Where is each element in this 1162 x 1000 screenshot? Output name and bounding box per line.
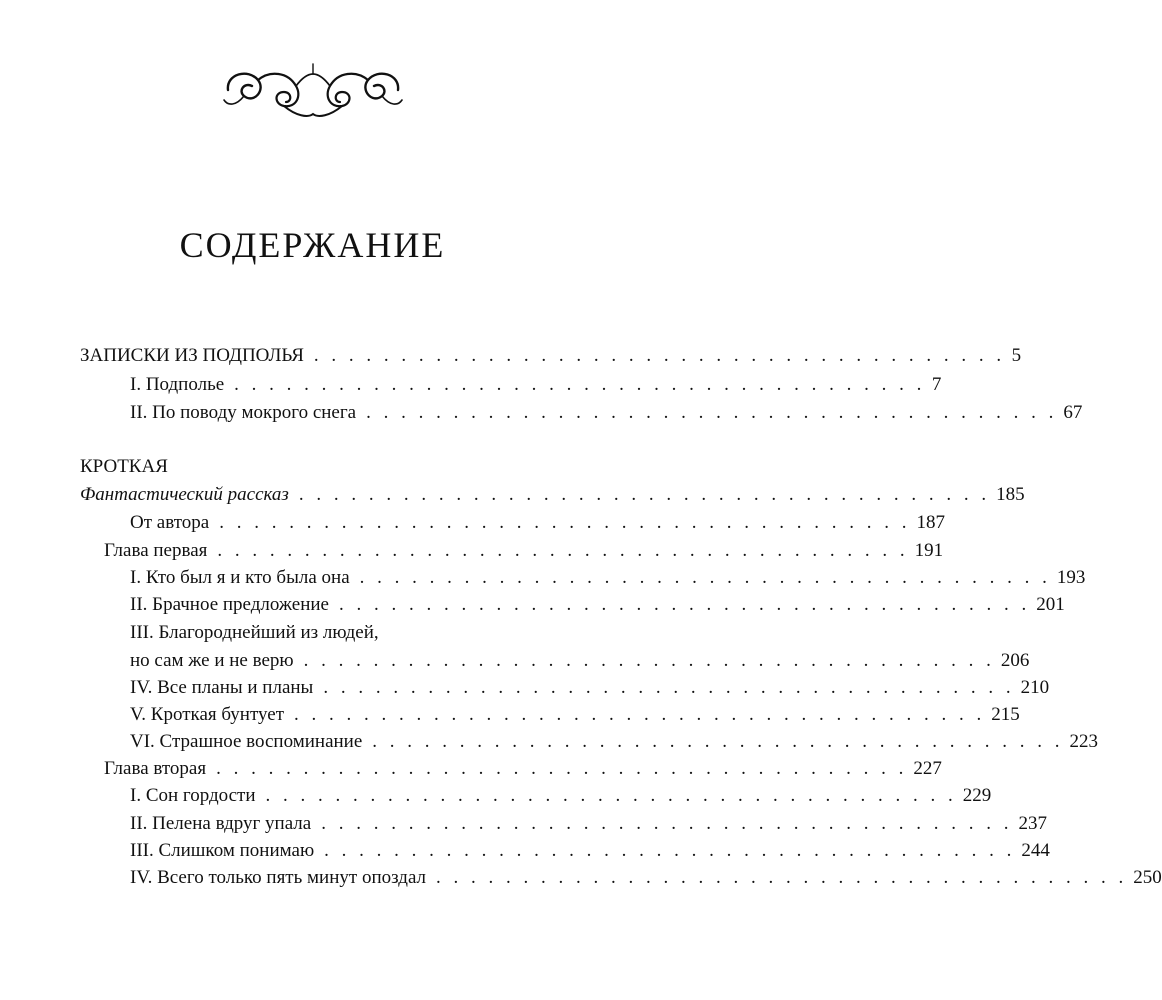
- toc-entry-label: IV. Все планы и планы: [130, 677, 314, 698]
- toc-entry-page: 187: [916, 512, 945, 533]
- toc-entry[interactable]: [130, 591, 1065, 619]
- dot-leader: . . . . . . . . . . . . . . . . . . . . . . . . . . . . . . . . . . . . . . . .: [366, 402, 1058, 423]
- toc-entry-label: IV. Всего только пять минут опоздал: [130, 867, 427, 888]
- toc-entry-page: 185: [996, 484, 1025, 505]
- toc-entry-chapter-1[interactable]: [104, 537, 944, 565]
- toc-entry[interactable]: [130, 782, 992, 810]
- toc-entry-label: I. Подполье: [130, 374, 225, 395]
- toc-entry-page: 67: [1063, 402, 1083, 423]
- dot-leader: . . . . . . . . . . . . . . . . . . . . . . . . . . . . . . . . . . . . . . . .: [298, 484, 991, 505]
- toc-entry[interactable]: [130, 864, 1162, 892]
- toc-entry-label: От автора: [130, 512, 210, 533]
- toc-entry-page: 193: [1056, 567, 1086, 588]
- toc-entry-page: 201: [1036, 594, 1065, 615]
- dot-leader: . . . . . . . . . . . . . . . . . . . . . . . . . . . . . . . . . . . . . . . .: [303, 650, 995, 671]
- dot-leader: . . . . . . . . . . . . . . . . . . . . . . . . . . . . . . . . . . . . . . . .: [219, 512, 911, 533]
- toc-entry[interactable]: [130, 810, 1047, 838]
- page-title: СОДЕРЖАНИЕ: [179, 225, 446, 265]
- toc-entry-chapter-2[interactable]: [104, 755, 942, 783]
- dot-leader: . . . . . . . . . . . . . . . . . . . . . . . . . . . . . . . . . . . . . . . .: [313, 345, 1006, 366]
- toc-entry[interactable]: [130, 647, 1030, 675]
- dot-leader: . . . . . . . . . . . . . . . . . . . . . . . . . . . . . . . . . . . . . . . .: [265, 785, 957, 806]
- toc-entry[interactable]: [130, 399, 1083, 427]
- toc-entry-label: II. Брачное предложение: [130, 594, 329, 615]
- dot-leader: . . . . . . . . . . . . . . . . . . . . . . . . . . . . . . . . . . . . . . . .: [294, 704, 986, 725]
- toc-entry-label: I. Кто был я и кто была она: [130, 567, 350, 588]
- toc-entry-page: 215: [991, 704, 1020, 725]
- toc-entry-label: VI. Страшное воспоминание: [130, 731, 363, 752]
- toc-entry-label-line1[interactable]: III. Благороднейший из людей,: [130, 622, 379, 643]
- dot-leader: . . . . . . . . . . . . . . . . . . . . . . . . . . . . . . . . . . . . . . . .: [321, 813, 1013, 834]
- toc-entry-page: 229: [962, 785, 992, 806]
- toc-entry[interactable]: [130, 564, 1086, 592]
- toc-entry-label: ЗАПИСКИ ИЗ ПОДПОЛЬЯ: [80, 345, 304, 366]
- dot-leader: . . . . . . . . . . . . . . . . . . . . . . . . . . . . . . . . . . . . . . . .: [372, 731, 1064, 752]
- toc-entry-page: 223: [1069, 731, 1099, 752]
- toc-entry-page: 244: [1021, 840, 1050, 861]
- toc-entry-label: II. Пелена вдруг упала: [130, 813, 312, 834]
- dot-leader: . . . . . . . . . . . . . . . . . . . . . . . . . . . . . . . . . . . . . . . .: [359, 567, 1051, 588]
- dot-leader: . . . . . . . . . . . . . . . . . . . . . . . . . . . . . . . . . . . . . . . .: [217, 540, 909, 561]
- toc-entry-label: Глава первая: [104, 540, 208, 561]
- dot-leader: . . . . . . . . . . . . . . . . . . . . . . . . . . . . . . . . . . . . . . . .: [216, 758, 908, 779]
- toc-section-heading-krotkaya[interactable]: КРОТКАЯ: [80, 456, 168, 477]
- dot-leader: . . . . . . . . . . . . . . . . . . . . . . . . . . . . . . . . . . . . . . . .: [234, 374, 926, 395]
- toc-entry[interactable]: [130, 509, 945, 537]
- toc-entry[interactable]: [130, 371, 942, 399]
- toc-entry-page: 250: [1133, 867, 1162, 888]
- toc-entry-page: 227: [913, 758, 942, 779]
- toc-entry[interactable]: [130, 728, 1099, 756]
- toc-entry-page: 210: [1020, 677, 1050, 698]
- toc-entry-page: 237: [1018, 813, 1047, 834]
- toc-entry-label: I. Сон гордости: [130, 785, 256, 806]
- toc-entry-section-zapiski[interactable]: [80, 342, 1022, 370]
- toc-entry-page: 7: [931, 374, 942, 395]
- dot-leader: . . . . . . . . . . . . . . . . . . . . . . . . . . . . . . . . . . . . . . . .: [338, 594, 1031, 615]
- dot-leader: . . . . . . . . . . . . . . . . . . . . . . . . . . . . . . . . . . . . . . . .: [323, 677, 1015, 698]
- toc-entry-page: 5: [1011, 345, 1022, 366]
- toc-entry-label: Фантастический рассказ: [80, 484, 289, 505]
- toc-entry-label: V. Кроткая бунтует: [130, 704, 285, 725]
- toc-entry[interactable]: [130, 674, 1050, 702]
- toc-entry-label: Глава вторая: [104, 758, 207, 779]
- toc-entry[interactable]: [130, 837, 1050, 865]
- toc-entry-label: III. Слишком понимаю: [130, 840, 315, 861]
- toc-entry-page: 191: [914, 540, 944, 561]
- toc-entry[interactable]: [130, 701, 1020, 729]
- toc-entry-label: но сам же и не верю: [130, 650, 294, 671]
- toc-entry-subtitle[interactable]: [80, 481, 1025, 509]
- dot-leader: . . . . . . . . . . . . . . . . . . . . . . . . . . . . . . . . . . . . . . . .: [324, 840, 1016, 861]
- toc-entry-label: II. По поводу мокрого снега: [130, 402, 357, 423]
- dot-leader: . . . . . . . . . . . . . . . . . . . . . . . . . . . . . . . . . . . . . . . .: [436, 867, 1128, 888]
- toc-entry-page: 206: [1000, 650, 1030, 671]
